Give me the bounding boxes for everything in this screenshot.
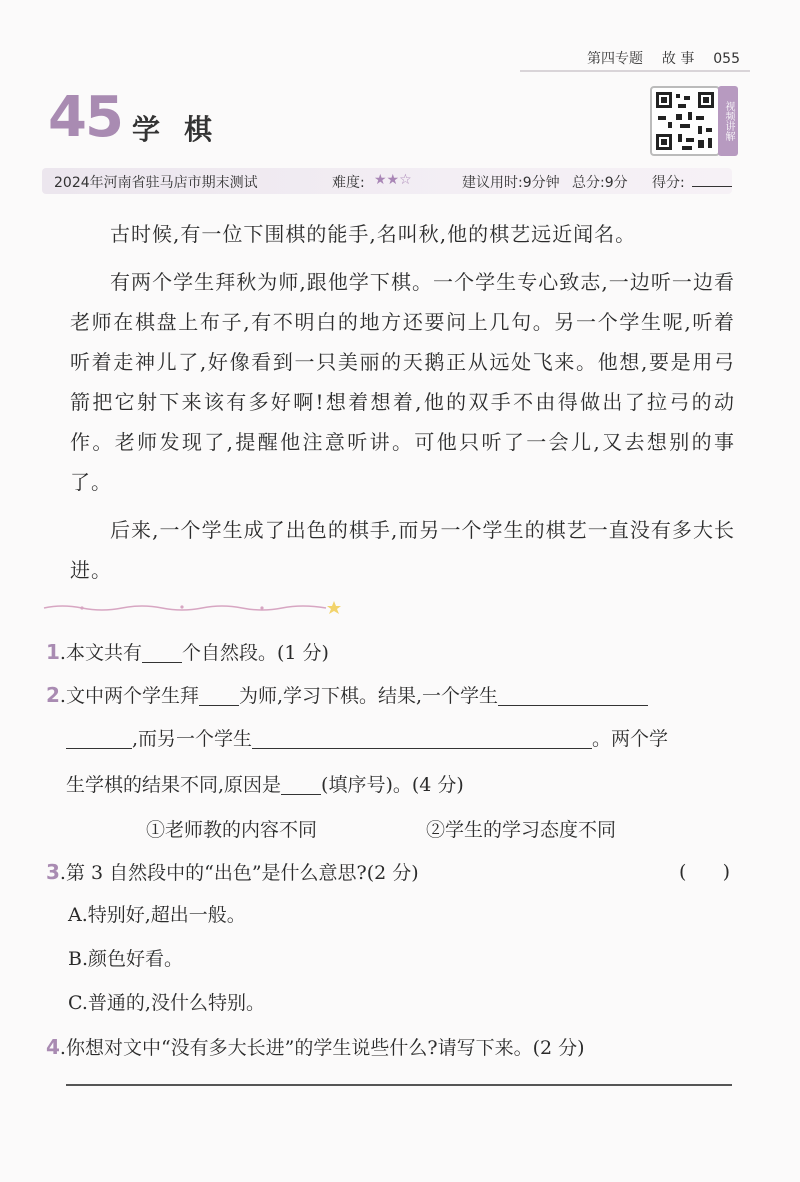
info-bar [42,168,732,194]
answer-blank[interactable] [252,728,592,749]
topic-label: 故 事 [661,51,695,67]
header-divider [520,70,750,72]
answer-blank[interactable] [142,642,182,663]
choice-a[interactable]: A.特别好,超出一般。 [68,904,246,926]
test-source: 2024年河南省驻马店市期末测试 [54,175,258,191]
question-2-line-2: ,而另一个学生 。两个学 [46,716,736,762]
difficulty-stars: ★★☆ [374,172,412,188]
paragraph-1: 古时候,有一位下围棋的能手,名叫秋,他的棋艺远近闻名。 [110,222,637,246]
answer-blank[interactable] [66,728,132,749]
answer-blank[interactable] [199,685,239,706]
score-blank[interactable] [692,186,732,187]
question-2-line-3: 生学棋的结果不同,原因是 (填序号)。(4 分) [66,774,464,796]
section-label: 第四专题 [587,51,643,67]
star-icon [327,601,341,614]
choice-c[interactable]: C.普通的,没什么特别。 [68,992,265,1014]
paragraph-3: 后来,一个学生成了出色的棋手,而另一个学生的棋艺一直没有多大长进。 [70,518,735,582]
suggested-time: 建议用时:9分钟 [462,175,560,191]
answer-blank[interactable] [498,685,648,706]
question-number: 3 [46,860,60,884]
question-1: 1.本文共有 个自然段。(1 分) [46,640,329,664]
decorative-divider [42,598,342,616]
score-label: 得分: [652,175,685,191]
option-2: ②学生的学习态度不同 [426,819,617,841]
total-score: 总分:9分 [572,175,628,191]
lesson-title: 学棋 [132,113,237,146]
question-4: 4.你想对文中“没有多大长进”的学生说些什么?请写下来。(2 分) [46,1035,585,1059]
paragraph-2: 有两个学生拜秋为师,跟他学下棋。一个学生专心致志,一边听一边看老师在棋盘上布子,有不明白的地方还要问上几句。另一个学生呢,听着听着走神儿了,好像看到一只美丽的天鹅正从远处飞来。他想,要是用弓箭把它射下来该有多好啊!想着想着,他的双手不由得做出了拉弓的动作。老师发现了,提醒他注意听讲。可他只听了一会儿,又去想别的事了。 [70,270,735,494]
answer-blank[interactable] [281,774,321,795]
option-1: ①老师教的内容不同 [146,819,318,841]
question-2-options [46,808,736,852]
question-number: 1 [46,640,60,664]
answer-paren[interactable]: ( ) [678,861,730,883]
questions [46,632,736,1068]
page-header [587,48,740,68]
video-explain-tab[interactable]: 视频讲解 [718,86,738,156]
question-3: 3.第 3 自然段中的“出色”是什么意思?(2 分) ( ) [46,852,736,893]
answer-line[interactable] [66,1084,732,1086]
difficulty-label: 难度: [332,175,365,191]
question-number: 2 [46,683,60,707]
passage [70,214,735,598]
page-number: 055 [713,51,740,67]
question-2: 2.文中两个学生拜 为师,学习下棋。结果,一个学生 [46,675,736,716]
lesson-number: 45 [48,85,122,150]
qr-code-icon[interactable] [650,86,720,156]
choice-b[interactable]: B.颜色好看。 [68,948,184,970]
question-number: 4 [46,1035,60,1059]
